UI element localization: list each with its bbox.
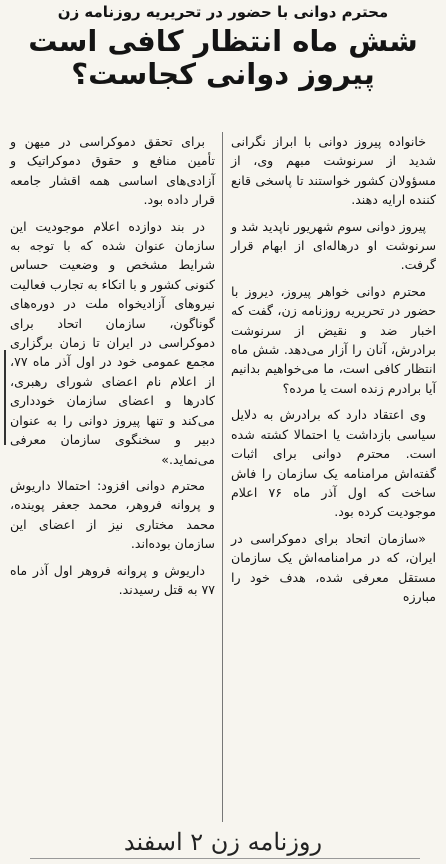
left-column [10,132,215,606]
paragraph: برای تحقق دموکراسی در میهن و تأمین منافع و حقوق دموکراتیک و آزادی‌های اساسی همه اقشار جامعه قرار داده بود. [10,134,215,208]
paragraph: در بند دوازده اعلام موجودیت این سازمان عنوان شده که با توجه به شرایط مشخص و وضعیت حساس کنونی کشور و با اتکاء به تجارب فعالیت نیروهای آزادیخواه ملت در دوره‌های گوناگون، سازمان اتحاد برای دموکراسی در ایران تا زمان برگزاری مجمع عمومی خود در اول آذر ماه ۷۷، از اعلام نام اعضای شورای رهبری، کادرها و اعضای سازمان خودداری می‌کند و تنها پیروز دوانی را به عنوان دبیر و سخنگوی سازمان معرفی می‌نماید.» [10,218,215,467]
paragraph: داریوش و پروانه فروهر اول آذر ماه ۷۷ به قتل رسیدند. [10,562,215,597]
paragraph: خانواده پیروز دوانی با ابراز نگرانی شدید از سرنوشت مبهم وی، از مسؤولان کشور خواستند تا پاسخی قانع کننده ارایه دهند. [231,134,436,208]
paragraph: محترم دوانی خواهر پیروز، دیروز با حضور در تحریریه روزنامه زن، گفت که اخبار ضد و نقیض از سرنوشت برادرش، آنان را آزار می‌دهد. شش ماه انتظار کافی است، ما می‌خواهیم بدانیم آیا برادرم زنده است یا مرده؟ [231,283,436,396]
column-divider [222,132,223,822]
headline-title-line1: شش ماه انتظار کافی است [28,24,418,58]
handwritten-underline [30,858,420,859]
paragraph: وی اعتقاد دارد که برادرش به دلایل سیاسی بازداشت یا احتمالا کشته شده است. محترم دوانی برای اثبات گفته‌اش مرامنامه یک سازمان را فاش ساخت که اول آذر ماه ۷۶ اعلام موجودیت کرده بود. [231,407,436,520]
headline-block [0,0,446,112]
paragraph: محترم دوانی افزود: احتمالا داریوش و پروانه فروهر، محمد جعفر پوینده، محمد مختاری نیز از اعضای این سازمان بوده‌اند. [10,477,215,552]
kicker: محترم دوانی با حضور در تحریریه روزنامه زن [57,3,389,21]
headline-title-line2: پیروز دوانی کجاست؟ [71,57,375,91]
right-column [231,132,436,613]
handwritten-source-note: روزنامه زن ۲ اسفند [123,828,323,856]
paragraph: پیروز دوانی سوم شهریور ناپدید شد و سرنوشت او درهاله‌ای از ابهام قرار گرفت. [231,218,436,273]
paragraph: «سازمان اتحاد برای دموکراسی در ایران، که در مرامنامه‌اش یک سازمان مستقل معرفی شده، هدف خود را مبارزه [231,530,436,604]
margin-pen-mark [4,350,8,445]
